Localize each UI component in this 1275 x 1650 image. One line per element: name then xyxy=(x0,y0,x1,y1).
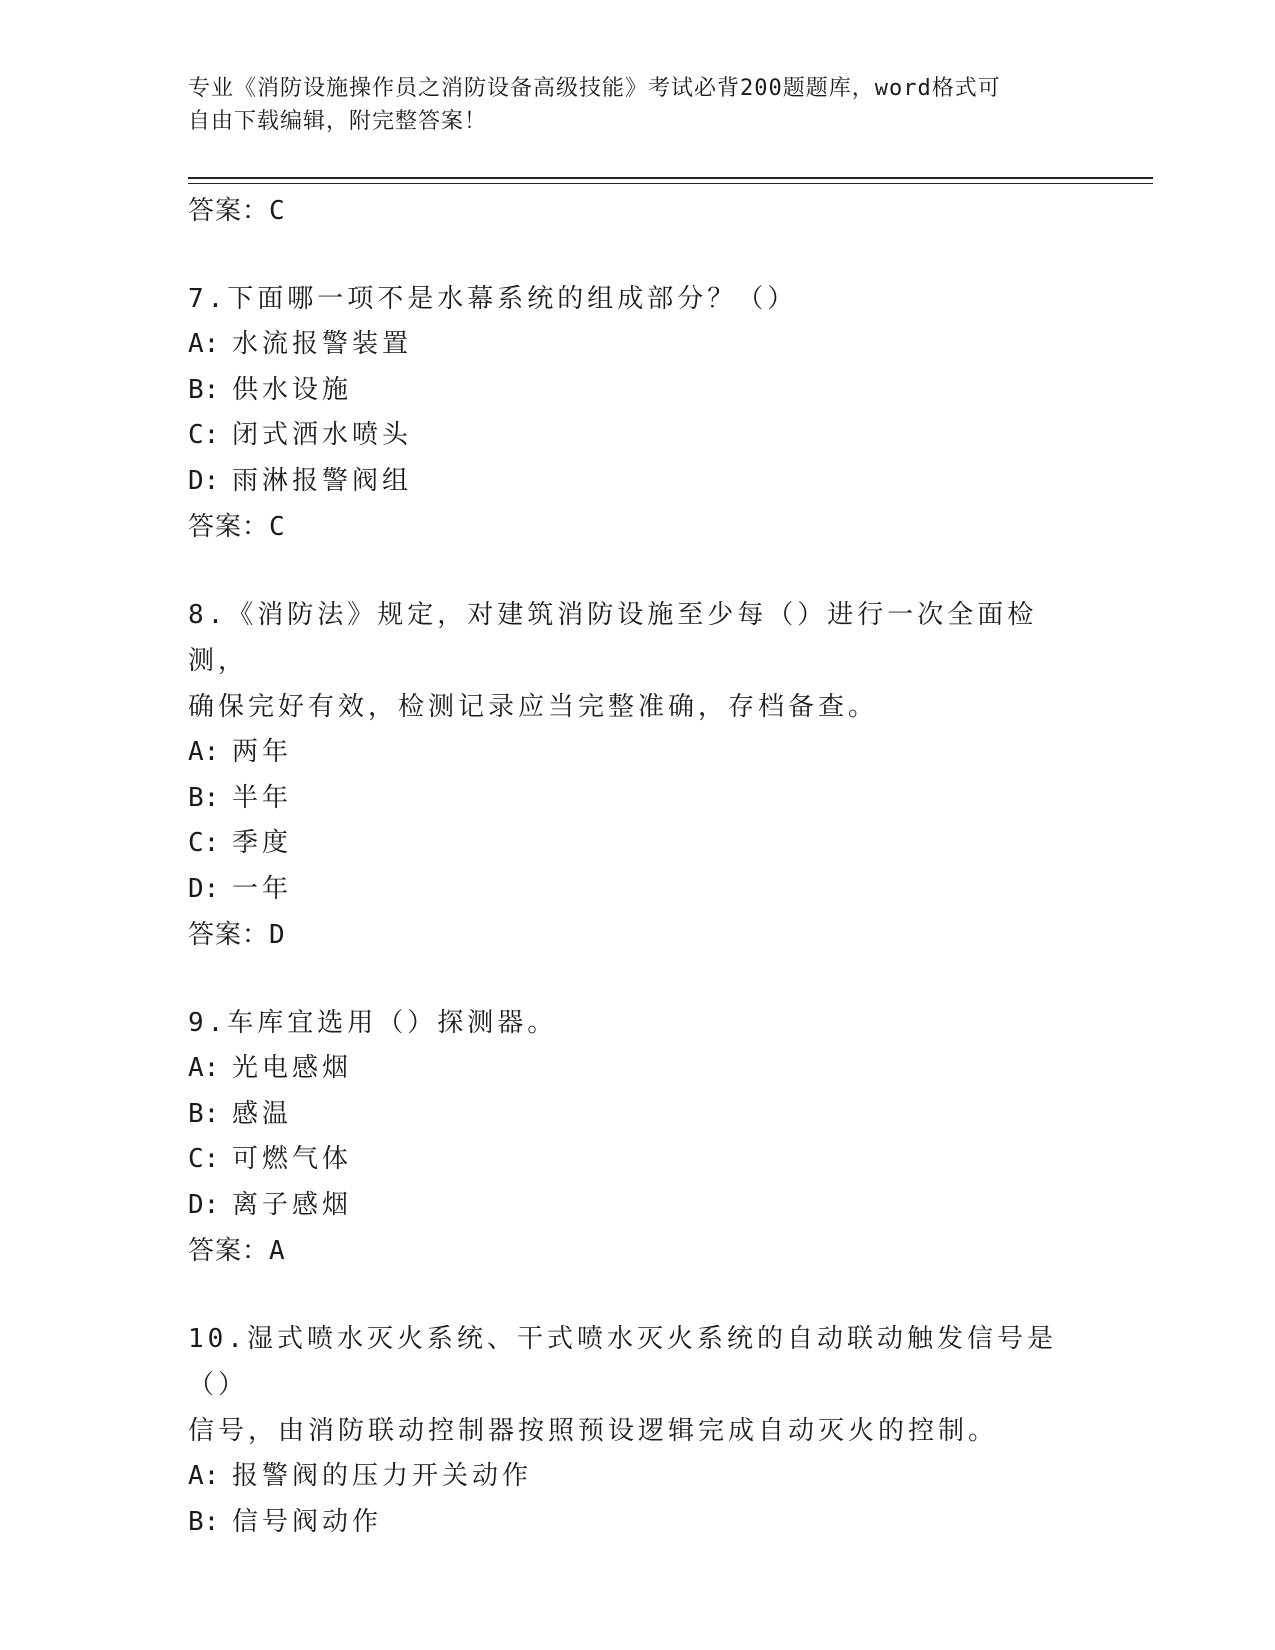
option-d xyxy=(188,1183,1088,1229)
option-text: 雨淋报警阀组 xyxy=(232,465,413,496)
question-stem-line-1: 8.《消防法》规定，对建筑消防设施至少每（）进行一次全面检测， xyxy=(188,600,1038,676)
option-d xyxy=(188,867,1088,913)
answer-label: 答案： xyxy=(188,1236,270,1266)
option-text: 水流报警装置 xyxy=(232,329,413,359)
option-key: B: xyxy=(188,1506,220,1537)
answer-line xyxy=(188,1228,1088,1274)
option-text: 可燃气体 xyxy=(232,1144,353,1174)
option-key: A: xyxy=(188,1461,220,1491)
option-b xyxy=(188,368,1088,414)
option-a xyxy=(188,730,1088,776)
question-8 xyxy=(188,592,1088,958)
answer-value: A xyxy=(269,1236,286,1266)
question-7 xyxy=(188,276,1088,550)
header-line-2: 自由下载编辑，附完整答案！ xyxy=(188,109,488,134)
option-key: B: xyxy=(188,1098,220,1129)
question-stem: 7.下面哪一项不是水幕系统的组成部分？（） xyxy=(188,284,798,314)
question-stem-line-2: 信号，由消防联动控制器按照预设逻辑完成自动灭火的控制。 xyxy=(188,1416,999,1446)
option-c xyxy=(188,821,1088,867)
option-text: 供水设施 xyxy=(232,374,353,405)
answer-label: 答案： xyxy=(188,196,270,226)
option-a xyxy=(188,1454,1088,1500)
option-a xyxy=(188,1046,1088,1092)
option-c xyxy=(188,413,1088,459)
option-key: B: xyxy=(188,374,220,405)
option-text: 一年 xyxy=(232,873,293,904)
option-key: D: xyxy=(188,465,220,496)
answer-line xyxy=(188,188,1088,234)
option-text: 季度 xyxy=(232,828,293,858)
option-key: A: xyxy=(188,737,220,767)
answer-value: D xyxy=(269,920,286,950)
option-text: 信号阀动作 xyxy=(232,1506,383,1537)
header-divider-thick xyxy=(188,177,1153,179)
answer-line xyxy=(188,912,1088,958)
answer-value: C xyxy=(269,512,286,542)
option-text: 报警阀的压力开关动作 xyxy=(232,1461,533,1491)
option-key: A: xyxy=(188,1053,220,1083)
option-text: 两年 xyxy=(232,737,293,767)
option-text: 离子感烟 xyxy=(232,1189,353,1220)
question-stem-line-2: 确保完好有效，检测记录应当完整准确，存档备查。 xyxy=(188,692,879,722)
question-10 xyxy=(188,1316,1088,1545)
question-stem-line-1: 10.湿式喷水灭火系统、干式喷水灭火系统的自动联动触发信号是（） xyxy=(188,1324,1057,1400)
answer-line xyxy=(188,504,1088,550)
document-header xyxy=(188,72,1068,138)
option-key: C: xyxy=(188,1144,220,1174)
option-text: 半年 xyxy=(232,782,293,813)
option-b xyxy=(188,1092,1088,1138)
option-key: D: xyxy=(188,873,220,904)
question-list xyxy=(188,188,1088,1545)
question-9 xyxy=(188,1000,1088,1274)
option-b xyxy=(188,776,1088,822)
option-key: A: xyxy=(188,329,220,359)
option-text: 光电感烟 xyxy=(232,1053,353,1083)
header-divider-thin xyxy=(188,183,1153,184)
option-key: C: xyxy=(188,828,220,858)
option-d xyxy=(188,459,1088,505)
question-stem: 9.车库宜选用（）探测器。 xyxy=(188,1008,558,1038)
option-a xyxy=(188,322,1088,368)
option-text: 感温 xyxy=(232,1098,293,1129)
option-c xyxy=(188,1137,1088,1183)
answer-label: 答案： xyxy=(188,920,270,950)
header-line-1: 专业《消防设施操作员之消防设备高级技能》考试必背200题题库，word格式可 xyxy=(188,76,1001,101)
answer-label: 答案： xyxy=(188,512,270,542)
option-key: B: xyxy=(188,782,220,813)
option-key: D: xyxy=(188,1189,220,1220)
option-text: 闭式洒水喷头 xyxy=(232,420,413,450)
answer-value: C xyxy=(269,196,286,226)
option-b xyxy=(188,1500,1088,1546)
option-key: C: xyxy=(188,420,220,450)
